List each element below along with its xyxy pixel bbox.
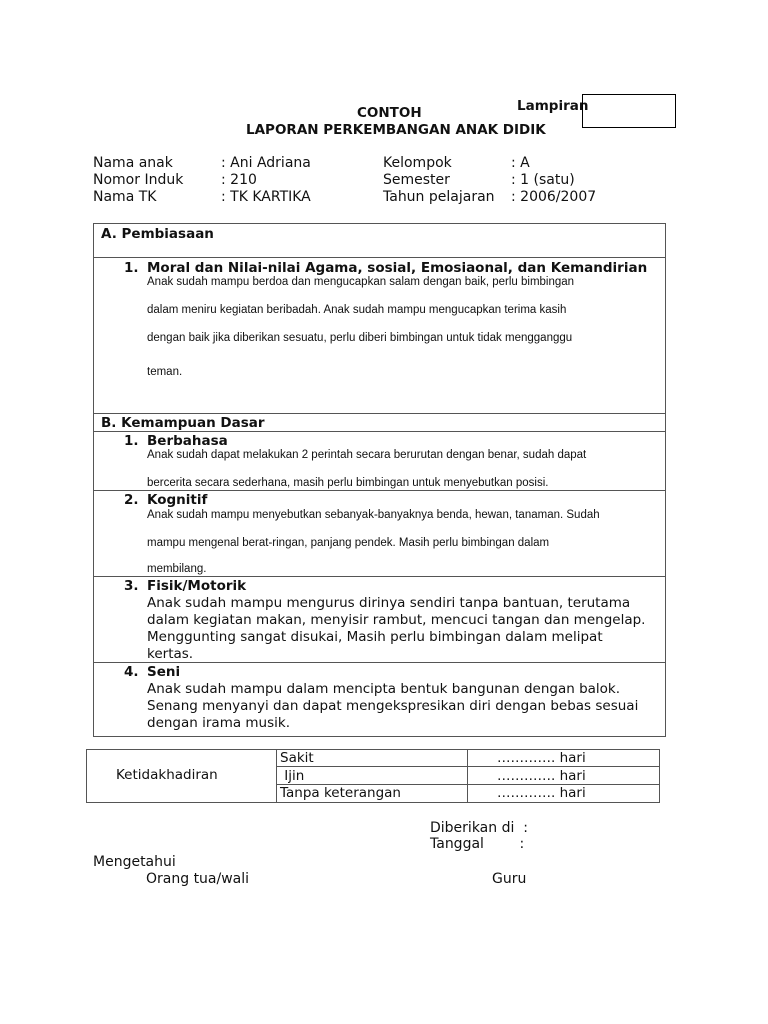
mengetahui-label: Mengetahui xyxy=(93,854,176,870)
item-title-kognitif: Kognitif xyxy=(147,492,208,508)
text-line: Anak sudah mampu menyebutkan sebanyak-banyaknya benda, hewan, tanaman. Sudah xyxy=(147,509,600,521)
item-text-seni xyxy=(147,681,667,732)
divider xyxy=(93,431,665,432)
info-value-nama-anak: : Ani Adriana xyxy=(221,155,311,171)
divider xyxy=(276,766,659,767)
title-contoh: CONTOH xyxy=(357,105,422,121)
info-label-nomor-induk: Nomor Induk xyxy=(93,172,184,188)
attendance-type-ijin: Ijin xyxy=(280,768,305,784)
info-value-nama-tk: : TK KARTIKA xyxy=(221,189,311,205)
text-line: dalam kegiatan makan, menyisir rambut, mencuci tangan dan mengelap. xyxy=(147,612,646,628)
info-label-nama-tk: Nama TK xyxy=(93,189,157,205)
item-title-moral: Moral dan Nilai-nilai Agama, sosial, Emosiaonal, dan Kemandirian xyxy=(147,260,648,276)
item-number: 1. xyxy=(124,433,139,449)
lampiran-box xyxy=(582,94,676,128)
text-line: Anak sudah mampu berdoa dan mengucapkan salam dengan baik, perlu bimbingan xyxy=(147,276,575,288)
item-text-fisik-motorik xyxy=(147,595,667,663)
item-title-seni: Seni xyxy=(147,664,181,680)
text-line: dengan irama musik. xyxy=(147,715,291,731)
title-laporan: LAPORAN PERKEMBANGAN ANAK DIDIK xyxy=(246,122,546,138)
attendance-value-ijin: …………. hari xyxy=(497,768,586,784)
divider xyxy=(93,413,665,414)
info-value-semester: : 1 (satu) xyxy=(511,172,575,188)
attendance-value-sakit: …………. hari xyxy=(497,750,586,766)
item-number: 1. xyxy=(124,260,139,276)
item-title-berbahasa: Berbahasa xyxy=(147,433,228,449)
info-label-tahun: Tahun pelajaran xyxy=(383,189,495,205)
item-title-fisik-motorik: Fisik/Motorik xyxy=(147,578,247,594)
divider xyxy=(467,749,468,802)
text-line: kertas. xyxy=(147,646,194,662)
guru-label: Guru xyxy=(492,871,527,887)
text-line: membilang. xyxy=(147,563,207,575)
text-line: mampu mengenal berat-ringan, panjang pendek. Masih perlu bimbingan dalam xyxy=(147,537,550,549)
text-line: dalam meniru kegiatan beribadah. Anak sudah mampu mengucapkan terima kasih xyxy=(147,304,567,316)
diberikan-di-label: Diberikan di : xyxy=(430,820,528,836)
text-line: Menggunting sangat disukai, Masih perlu bimbingan dalam melipat xyxy=(147,629,603,645)
section-a-heading: A. Pembiasaan xyxy=(101,226,214,242)
divider xyxy=(93,257,665,258)
lampiran-label: Lampiran xyxy=(517,98,589,114)
item-text-moral xyxy=(147,268,667,386)
item-text-berbahasa xyxy=(147,441,667,497)
info-value-kelompok: : A xyxy=(511,155,530,171)
info-value-tahun: : 2006/2007 xyxy=(511,189,597,205)
attendance-label: Ketidakhadiran xyxy=(116,767,218,783)
divider xyxy=(276,749,277,802)
text-line: dengan baik jika diberikan sesuatu, perlu diberi bimbingan untuk tidak mengganggu xyxy=(147,332,573,344)
item-number: 4. xyxy=(124,664,139,680)
info-value-nomor-induk: : 210 xyxy=(221,172,257,188)
text-line: Senang menyanyi dan dapat mengekspresikan diri dengan bebas sesuai xyxy=(147,698,639,714)
tanggal-label: Tanggal : xyxy=(430,836,525,852)
item-number: 3. xyxy=(124,578,139,594)
item-text-kognitif xyxy=(147,501,667,583)
text-line: Anak sudah mampu mengurus dirinya sendiri tanpa bantuan, terutama xyxy=(147,595,631,611)
text-line: Anak sudah mampu dalam mencipta bentuk bangunan dengan balok. xyxy=(147,681,621,697)
info-label-semester: Semester xyxy=(383,172,450,188)
info-label-kelompok: Kelompok xyxy=(383,155,452,171)
section-b-heading: B. Kemampuan Dasar xyxy=(101,415,265,431)
attendance-value-tanpa-keterangan: …………. hari xyxy=(497,785,586,801)
attendance-type-tanpa-keterangan: Tanpa keterangan xyxy=(280,785,401,801)
item-number: 2. xyxy=(124,492,139,508)
attendance-type-sakit: Sakit xyxy=(280,750,314,766)
text-line: Anak sudah dapat melakukan 2 perintah secara berurutan dengan benar, sudah dapat xyxy=(147,449,587,461)
text-line: bercerita secara sederhana, masih perlu bimbingan untuk menyebutkan posisi. xyxy=(147,477,549,489)
info-label-nama-anak: Nama anak xyxy=(93,155,173,171)
orang-tua-wali-label: Orang tua/wali xyxy=(146,871,250,887)
text-line: teman. xyxy=(147,366,183,378)
